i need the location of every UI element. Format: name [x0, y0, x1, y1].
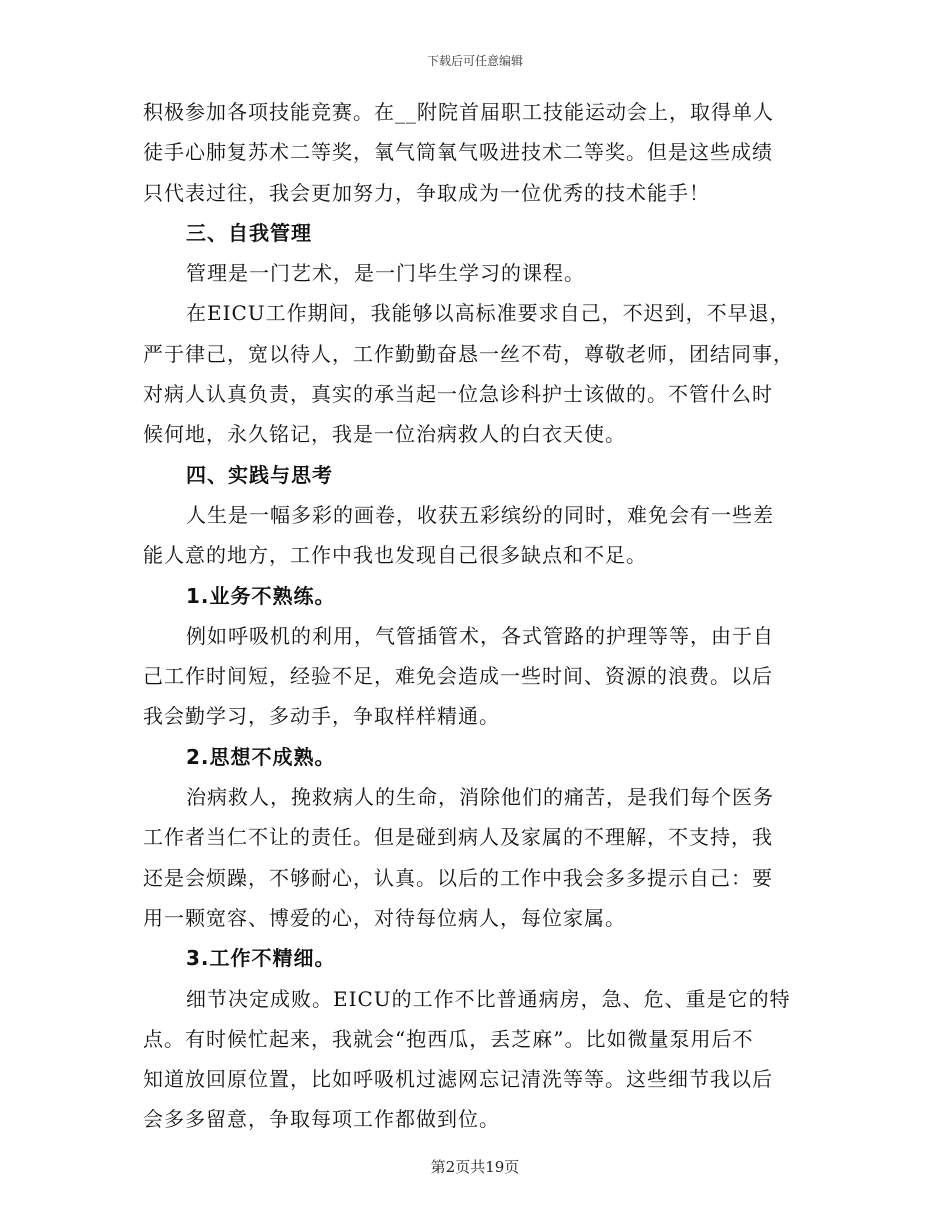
- page-header: 下载后可任意编辑: [426, 54, 523, 68]
- section-heading: 2.思想不成熟。: [186, 744, 336, 769]
- text-line: 点。有时候忙起来，我就会“抱西瓜，丢芝麻”。比如微量泵用后不: [143, 1026, 754, 1051]
- text-line: 例如呼吸机的利用，气管插管术，各式管路的护理等等，由于自: [186, 623, 774, 648]
- text-line: 用一颗宽容、博爱的心，对待每位病人，每位家属。: [143, 905, 626, 930]
- text-line: 管理是一门艺术，是一门毕生学习的课程。: [186, 261, 585, 286]
- text-line: 治病救人，挽救病人的生命，消除他们的痛苦，是我们每个医务: [186, 785, 774, 810]
- text-line: 积极参加各项技能竞赛。在__附院首届职工技能运动会上，取得单人: [143, 100, 774, 124]
- text-line: 我会勤学习，多动手，争取样样精通。: [143, 704, 500, 729]
- text-line: 只代表过往，我会更加努力，争取成为一位优秀的技术能手！: [143, 180, 710, 205]
- section-heading: 1.业务不熟练。: [186, 583, 336, 608]
- text-line: 对病人认真负责，真实的承当起一位急诊科护士该做的。不管什么时: [143, 382, 773, 407]
- text-line: 知道放回原位置，比如呼吸机过滤网忘记清洗等等。这些细节我以后: [143, 1067, 773, 1092]
- text-line: 候何地，永久铭记，我是一位治病救人的白衣天使。: [143, 422, 626, 447]
- text-line: 还是会烦躁，不够耐心，认真。以后的工作中我会多多提示自己：要: [143, 865, 773, 890]
- text-line: 己工作时间短，经验不足，难免会造成一些时间、资源的浪费。以后: [143, 664, 773, 689]
- text-line: 严于律己，宽以待人，工作勤勤奋恳一丝不苟，尊敬老师，团结同事，: [143, 341, 794, 366]
- text-line: 人生是一幅多彩的画卷，收获五彩缤纷的同时，难免会有一些差: [186, 502, 774, 527]
- text-line: 徒手心肺复苏术二等奖，氧气筒氧气吸进技术二等奖。但是这些成绩: [143, 140, 773, 165]
- text-line: 会多多留意，争取每项工作都做到位。: [143, 1107, 500, 1132]
- page-number: 第2页共19页: [430, 1158, 520, 1176]
- text-line: 细节决定成败。EICU的工作不比普通病房，急、危、重是它的特: [186, 986, 791, 1011]
- text-line: 工作者当仁不让的责任。但是碰到病人及家属的不理解，不支持，我: [143, 825, 773, 850]
- section-heading: 四、实践与思考: [186, 462, 333, 487]
- text-line: 能人意的地方，工作中我也发现自己很多缺点和不足。: [143, 543, 647, 568]
- section-heading: 三、自我管理: [186, 220, 312, 245]
- section-heading: 3.工作不精细。: [186, 946, 336, 971]
- document-body: [143, 92, 807, 1140]
- text-line: 在EICU工作期间，我能够以高标准要求自己，不迟到，不早退，: [186, 301, 791, 326]
